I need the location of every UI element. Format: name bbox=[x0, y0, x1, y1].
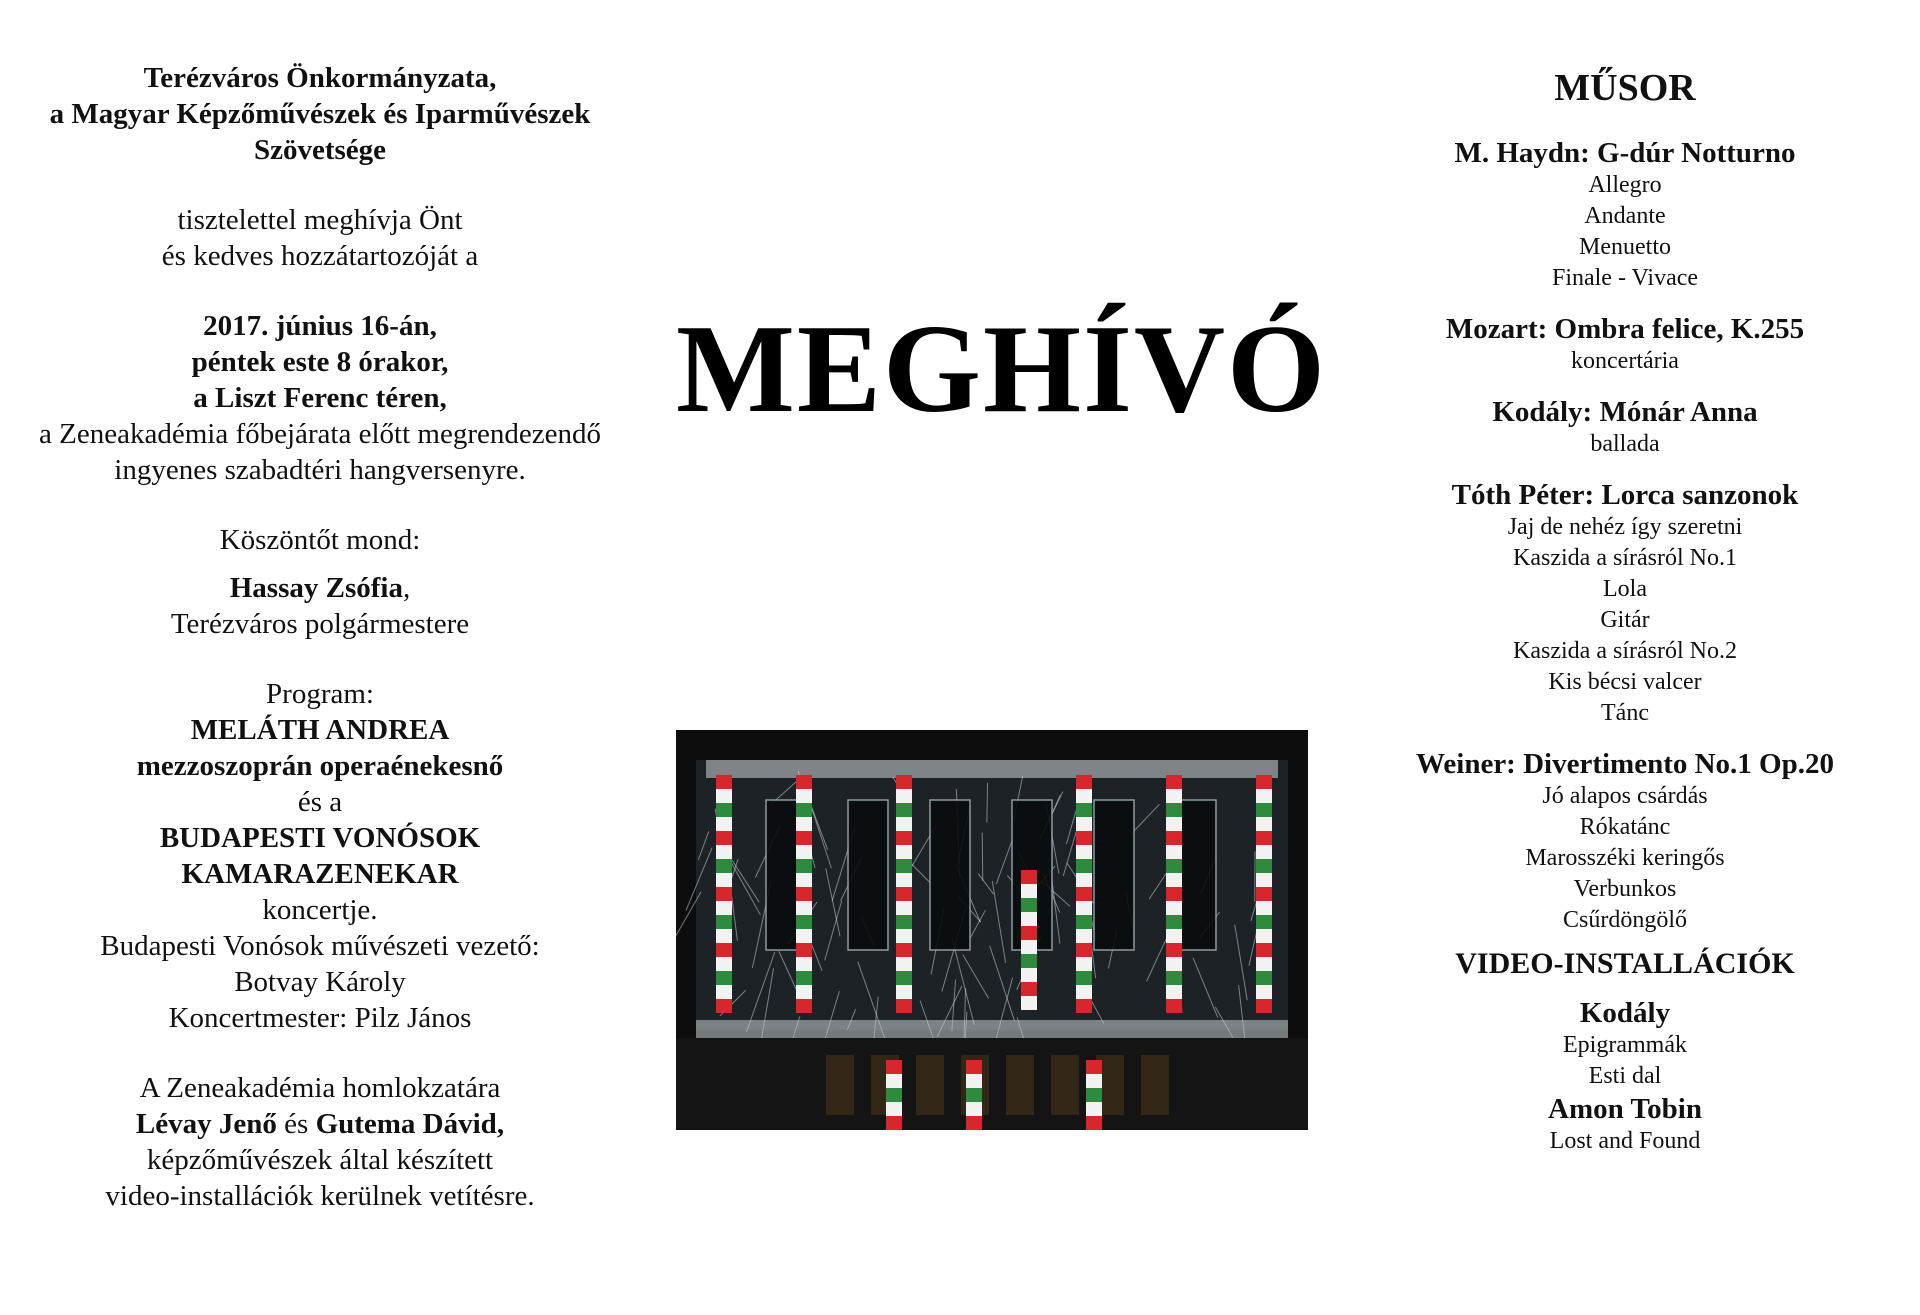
column-stripe bbox=[886, 1116, 902, 1130]
column-stripe bbox=[796, 845, 812, 859]
column-stripe bbox=[896, 985, 912, 999]
facade-window bbox=[1094, 800, 1134, 950]
column-stripe bbox=[796, 985, 812, 999]
column-stripe bbox=[796, 957, 812, 971]
column-stripe bbox=[716, 999, 732, 1013]
speaker-line bbox=[0, 570, 640, 606]
column-stripe bbox=[1076, 845, 1092, 859]
column-stripe bbox=[1256, 775, 1272, 789]
video-intro: A Zeneakadémia homlokzatára bbox=[139, 1072, 501, 1104]
column-stripe bbox=[716, 887, 732, 901]
column-stripe bbox=[796, 831, 812, 845]
column-stripe bbox=[1256, 845, 1272, 859]
column-stripe bbox=[1076, 873, 1092, 887]
column-stripe bbox=[896, 873, 912, 887]
movement-item: Tánc bbox=[1601, 700, 1649, 726]
speaker-name: Hassay Zsófia bbox=[229, 572, 403, 604]
invite-line: tisztelettel meghívja Önt bbox=[177, 204, 463, 236]
column-stripe bbox=[1021, 912, 1037, 926]
movement-item: Lost and Found bbox=[1549, 1128, 1701, 1154]
column-stripe bbox=[886, 1060, 902, 1074]
column-stripe bbox=[1256, 929, 1272, 943]
column-stripe bbox=[716, 985, 732, 999]
column-stripe bbox=[796, 929, 812, 943]
column-stripe bbox=[1021, 982, 1037, 996]
building-cornice bbox=[706, 760, 1278, 778]
movement-item: Jaj de nehéz így szeretni bbox=[1507, 514, 1743, 540]
column-stripe bbox=[1166, 887, 1182, 901]
column-stripe bbox=[1166, 943, 1182, 957]
column-stripe bbox=[1166, 957, 1182, 971]
column-stripe bbox=[1076, 985, 1092, 999]
column-stripe bbox=[716, 901, 732, 915]
column-stripe bbox=[1076, 915, 1092, 929]
column-stripe bbox=[1166, 859, 1182, 873]
movement-item: Allegro bbox=[1588, 172, 1662, 198]
program-piece bbox=[1380, 395, 1870, 460]
column-stripe bbox=[896, 999, 912, 1013]
piece-heading: Kodály bbox=[1579, 997, 1671, 1029]
column-stripe bbox=[716, 817, 732, 831]
column-stripe bbox=[716, 831, 732, 845]
and-text: és a bbox=[297, 786, 343, 818]
column-stripe bbox=[1166, 929, 1182, 943]
column-stripe bbox=[716, 943, 732, 957]
column-stripe bbox=[1086, 1102, 1102, 1116]
column-stripe bbox=[716, 845, 732, 859]
column-stripe bbox=[1256, 803, 1272, 817]
column-stripe bbox=[896, 845, 912, 859]
column-stripe bbox=[1076, 803, 1092, 817]
column-stripe bbox=[1021, 926, 1037, 940]
host-line: a Magyar Képzőművészek és Iparművészek bbox=[49, 98, 591, 130]
director-label: Budapesti Vonósok művészeti vezető: bbox=[100, 930, 540, 962]
column-stripe bbox=[1021, 954, 1037, 968]
column-stripe bbox=[1076, 831, 1092, 845]
date-line: a Liszt Ferenc téren, bbox=[193, 382, 447, 414]
column-stripe bbox=[896, 831, 912, 845]
column-stripe bbox=[796, 789, 812, 803]
column-stripe bbox=[966, 1088, 982, 1102]
column-stripe bbox=[796, 817, 812, 831]
column-stripe bbox=[896, 971, 912, 985]
piece-heading: Mozart: Ombra felice, K.255 bbox=[1445, 313, 1805, 345]
page-title: MEGHÍVÓ bbox=[676, 300, 1328, 439]
column-stripe bbox=[796, 775, 812, 789]
column-stripe bbox=[716, 873, 732, 887]
speaker-title: Terézváros polgármestere bbox=[170, 608, 470, 640]
column-stripe bbox=[1256, 943, 1272, 957]
column-stripe bbox=[796, 971, 812, 985]
ground-window bbox=[1006, 1055, 1034, 1115]
movement-item: Kaszida a sírásról No.2 bbox=[1513, 638, 1737, 664]
movement-item: Esti dal bbox=[1588, 1063, 1662, 1089]
column-stripe bbox=[1256, 999, 1272, 1013]
column-stripe bbox=[1021, 996, 1037, 1010]
column-stripe bbox=[1166, 775, 1182, 789]
ensemble-line: KAMARAZENEKAR bbox=[181, 858, 459, 890]
column-stripe bbox=[716, 789, 732, 803]
movement-item: Kaszida a sírásról No.1 bbox=[1513, 545, 1737, 571]
piece-heading: M. Haydn: G-dúr Notturno bbox=[1454, 137, 1796, 169]
movement-item: Gitár bbox=[1600, 607, 1650, 633]
movement-item: Finale - Vivace bbox=[1551, 265, 1699, 291]
facade-window bbox=[930, 800, 970, 950]
column-stripe bbox=[1076, 929, 1092, 943]
column-stripe bbox=[1076, 817, 1092, 831]
column-stripe bbox=[1256, 789, 1272, 803]
column-stripe bbox=[896, 817, 912, 831]
light-streak bbox=[987, 783, 988, 823]
artists-line bbox=[0, 1106, 640, 1142]
column-stripe bbox=[1076, 971, 1092, 985]
column-stripe bbox=[896, 789, 912, 803]
invitation-text-column bbox=[0, 60, 640, 1214]
column-stripe bbox=[1076, 999, 1092, 1013]
invite-line: és kedves hozzátartozóját a bbox=[161, 240, 479, 272]
column-stripe bbox=[886, 1102, 902, 1116]
column-stripe bbox=[796, 999, 812, 1013]
piece-heading: Kodály: Mónár Anna bbox=[1492, 396, 1758, 428]
column-stripe bbox=[716, 971, 732, 985]
column-stripe bbox=[796, 943, 812, 957]
video-line: képzőművészek által készített bbox=[146, 1144, 494, 1176]
piece-heading: Tóth Péter: Lorca sanzonok bbox=[1451, 479, 1799, 511]
column-stripe bbox=[1166, 845, 1182, 859]
ensemble-line: BUDAPESTI VONÓSOK bbox=[159, 822, 481, 854]
column-stripe bbox=[1166, 817, 1182, 831]
column-stripe bbox=[1166, 915, 1182, 929]
column-stripe bbox=[796, 915, 812, 929]
ground-window bbox=[916, 1055, 944, 1115]
artist-name: Gutema Dávid, bbox=[315, 1108, 505, 1140]
column-stripe bbox=[1021, 898, 1037, 912]
movement-item: Rókatánc bbox=[1579, 814, 1671, 840]
column-stripe bbox=[1021, 968, 1037, 982]
program-list bbox=[1380, 136, 1870, 936]
column-stripe bbox=[1256, 957, 1272, 971]
piece-heading: Amon Tobin bbox=[1548, 1093, 1702, 1125]
column-stripe bbox=[896, 929, 912, 943]
movement-item: Marosszéki keringős bbox=[1525, 845, 1725, 871]
program-title: MŰSOR bbox=[1554, 67, 1696, 109]
column-stripe bbox=[1256, 831, 1272, 845]
program-column bbox=[1380, 66, 1870, 1157]
column-stripe bbox=[896, 957, 912, 971]
movement-item: Jó alapos csárdás bbox=[1542, 783, 1708, 809]
performer-name: MELÁTH ANDREA bbox=[190, 714, 450, 746]
column-stripe bbox=[1086, 1088, 1102, 1102]
program-label: Program: bbox=[266, 678, 374, 710]
host-line: Terézváros Önkormányzata, bbox=[143, 62, 497, 94]
column-stripe bbox=[1166, 985, 1182, 999]
column-stripe bbox=[1166, 873, 1182, 887]
column-stripe bbox=[966, 1116, 982, 1130]
ground-window bbox=[1141, 1055, 1169, 1115]
column-stripe bbox=[1256, 873, 1272, 887]
concert-word: koncertje. bbox=[262, 894, 378, 926]
column-stripe bbox=[716, 803, 732, 817]
column-stripe bbox=[1076, 887, 1092, 901]
column-stripe bbox=[966, 1102, 982, 1116]
movement-item: Verbunkos bbox=[1573, 876, 1677, 902]
movement-item: Epigrammák bbox=[1563, 1032, 1687, 1058]
performer-role: mezzoszoprán operaénekesnő bbox=[136, 750, 504, 782]
column-stripe bbox=[1166, 831, 1182, 845]
column-stripe bbox=[796, 859, 812, 873]
movement-item: Menuetto bbox=[1579, 234, 1671, 260]
date-line: péntek este 8 órakor, bbox=[191, 346, 449, 378]
greeting-label: Köszöntőt mond: bbox=[219, 524, 421, 556]
column-stripe bbox=[896, 859, 912, 873]
column-stripe bbox=[796, 887, 812, 901]
artist-and: és bbox=[276, 1108, 316, 1140]
venue-line: ingyenes szabadtéri hangversenyre. bbox=[114, 454, 526, 486]
video-list bbox=[1380, 996, 1870, 1157]
column-stripe bbox=[1076, 957, 1092, 971]
ground bbox=[676, 1038, 1308, 1130]
video-section-title: VIDEO-INSTALLÁCIÓK bbox=[1455, 947, 1795, 980]
facade-illustration bbox=[676, 730, 1308, 1130]
column-stripe bbox=[1166, 803, 1182, 817]
column-stripe bbox=[716, 859, 732, 873]
ground-window bbox=[1051, 1055, 1079, 1115]
program-piece bbox=[1380, 747, 1870, 936]
column-stripe bbox=[796, 901, 812, 915]
program-piece bbox=[1380, 136, 1870, 294]
column-stripe bbox=[1076, 789, 1092, 803]
column-stripe bbox=[1021, 884, 1037, 898]
movement-item: Kis bécsi valcer bbox=[1548, 669, 1702, 695]
column-stripe bbox=[1076, 775, 1092, 789]
facade-window bbox=[848, 800, 888, 950]
concertmaster: Koncertmester: Pilz János bbox=[168, 1002, 472, 1034]
column-stripe bbox=[896, 915, 912, 929]
column-stripe bbox=[1021, 870, 1037, 884]
column-stripe bbox=[1076, 943, 1092, 957]
column-stripe bbox=[966, 1074, 982, 1088]
column-stripe bbox=[1256, 817, 1272, 831]
host-line: Szövetsége bbox=[253, 134, 387, 166]
column-stripe bbox=[1256, 985, 1272, 999]
column-stripe bbox=[716, 957, 732, 971]
light-streak bbox=[982, 833, 983, 881]
column-stripe bbox=[896, 887, 912, 901]
video-line: video-installációk kerülnek vetítésre. bbox=[105, 1180, 535, 1212]
column-stripe bbox=[1256, 859, 1272, 873]
column-stripe bbox=[1256, 971, 1272, 985]
column-stripe bbox=[1256, 901, 1272, 915]
director-name: Botvay Károly bbox=[234, 966, 406, 998]
ground-window bbox=[826, 1055, 854, 1115]
illuminated-building-facade-icon bbox=[676, 730, 1308, 1130]
column-stripe bbox=[896, 803, 912, 817]
column-stripe bbox=[886, 1074, 902, 1088]
movement-item: Lola bbox=[1603, 576, 1647, 602]
column-stripe bbox=[1086, 1116, 1102, 1130]
column-stripe bbox=[716, 929, 732, 943]
speaker-comma: , bbox=[402, 572, 411, 604]
column-stripe bbox=[1076, 859, 1092, 873]
column-stripe bbox=[896, 943, 912, 957]
column-stripe bbox=[1166, 789, 1182, 803]
piece-heading: Weiner: Divertimento No.1 Op.20 bbox=[1415, 748, 1834, 780]
column-stripe bbox=[716, 915, 732, 929]
column-stripe bbox=[796, 803, 812, 817]
date-line: 2017. június 16-án, bbox=[203, 310, 437, 342]
program-piece bbox=[1380, 478, 1870, 729]
column-stripe bbox=[1256, 915, 1272, 929]
column-stripe bbox=[886, 1088, 902, 1102]
column-stripe bbox=[1166, 971, 1182, 985]
column-stripe bbox=[1021, 940, 1037, 954]
column-stripe bbox=[1166, 901, 1182, 915]
program-piece bbox=[1380, 996, 1870, 1092]
movement-item: ballada bbox=[1590, 431, 1660, 457]
column-stripe bbox=[896, 901, 912, 915]
facade-steps bbox=[696, 1020, 1288, 1038]
program-piece bbox=[1380, 312, 1870, 377]
column-stripe bbox=[1166, 999, 1182, 1013]
movement-item: Csűrdöngölő bbox=[1562, 907, 1687, 933]
column-stripe bbox=[1086, 1074, 1102, 1088]
artist-name: Lévay Jenő bbox=[135, 1108, 277, 1140]
venue-line: a Zeneakadémia főbejárata előtt megrendezendő bbox=[39, 418, 601, 450]
column-stripe bbox=[1256, 887, 1272, 901]
movement-item: Andante bbox=[1584, 203, 1666, 229]
column-stripe bbox=[966, 1060, 982, 1074]
movement-item: koncertária bbox=[1571, 348, 1679, 374]
column-stripe bbox=[796, 873, 812, 887]
column-stripe bbox=[716, 775, 732, 789]
column-stripe bbox=[1086, 1060, 1102, 1074]
column-stripe bbox=[896, 775, 912, 789]
program-piece bbox=[1380, 1092, 1870, 1157]
column-stripe bbox=[1076, 901, 1092, 915]
